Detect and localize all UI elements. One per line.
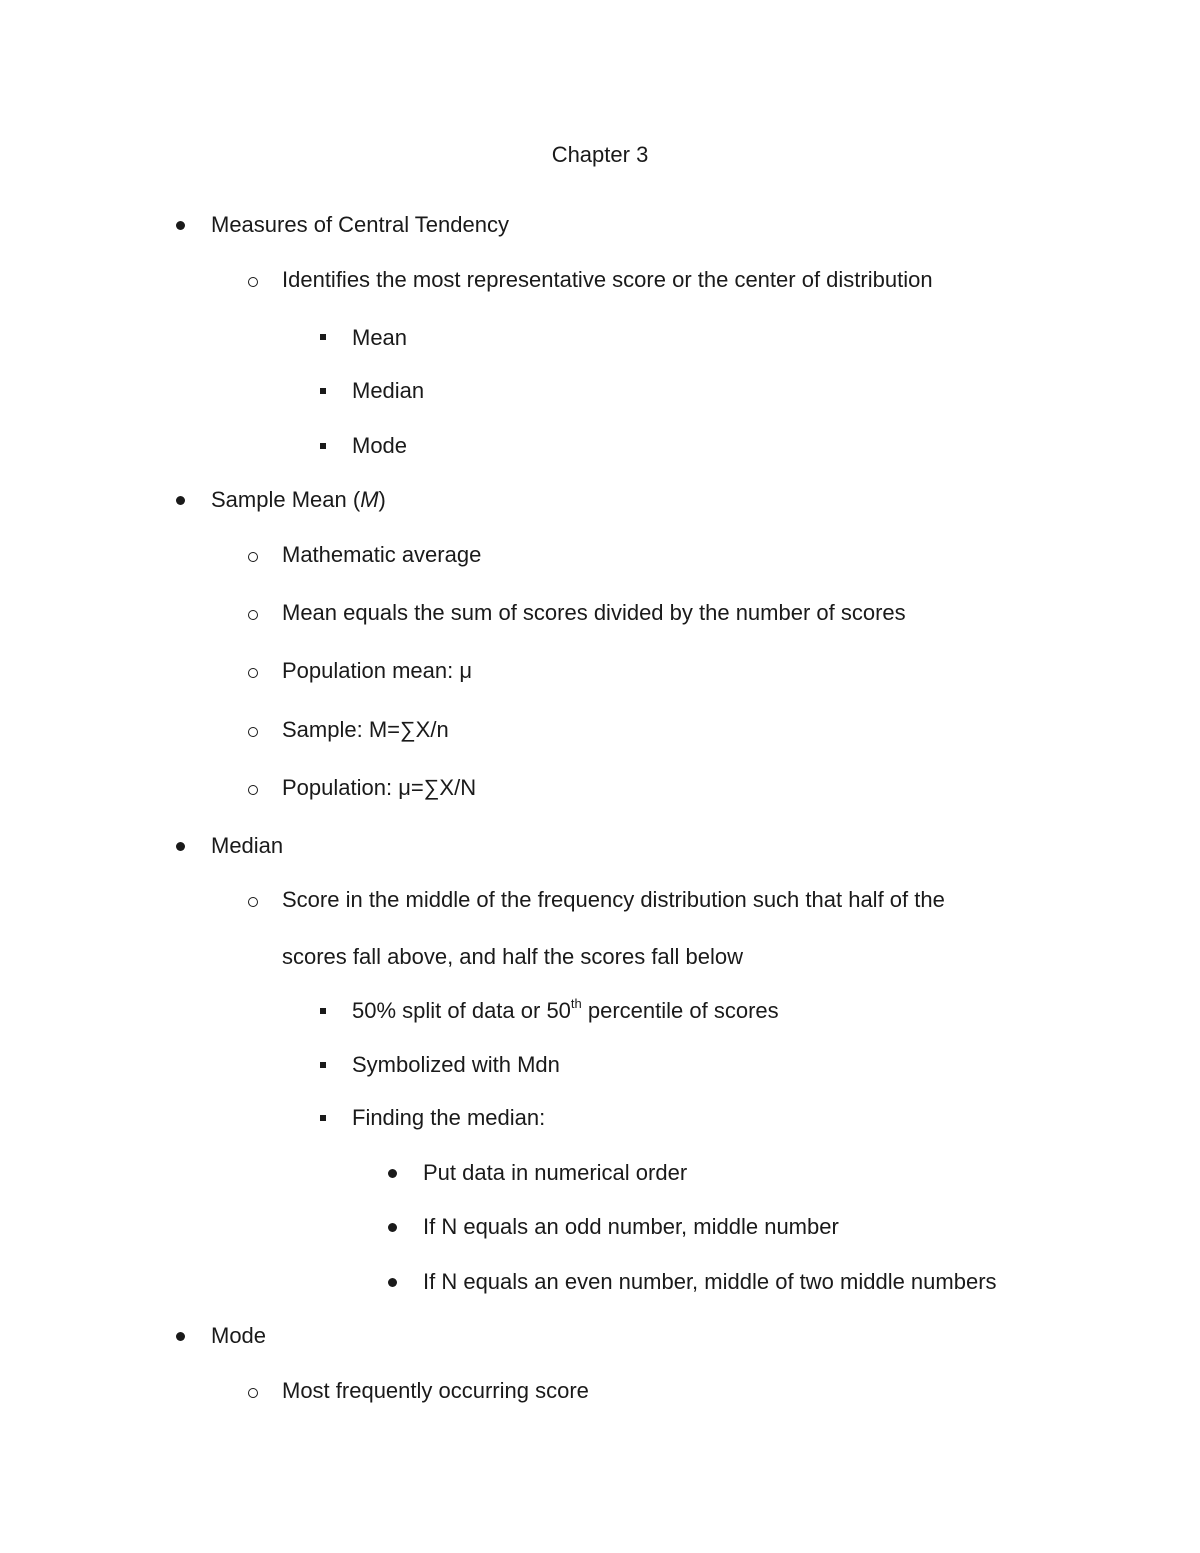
bullet-circle	[248, 727, 258, 737]
measure-item: Mean	[352, 325, 408, 350]
bullet-circle	[248, 897, 258, 907]
bullet-disc	[176, 842, 185, 851]
heading-sample-mean	[211, 486, 386, 514]
bullet-circle	[248, 610, 258, 620]
bullet-circle	[248, 277, 258, 287]
bullet-disc	[176, 1332, 185, 1341]
page-title: Chapter 3	[551, 142, 649, 167]
heading-sample-mean-prefix: Sample Mean (	[211, 487, 361, 512]
bullet-disc	[388, 1278, 397, 1287]
bullet-circle	[248, 785, 258, 795]
heading-sample-mean-suffix: )	[378, 487, 386, 512]
bullet-circle	[248, 1388, 258, 1398]
median-definition-line2: scores fall above, and half the scores fall below	[282, 944, 744, 969]
bullet-square	[320, 1008, 326, 1014]
median-split-sup: th	[570, 995, 582, 1011]
median-split	[352, 997, 779, 1025]
mode-definition: Most frequently occurring score	[282, 1378, 589, 1403]
bullet-square	[320, 1115, 326, 1121]
bullet-square	[320, 443, 326, 449]
bullet-square	[320, 1062, 326, 1068]
median-finding: Finding the median:	[352, 1105, 546, 1130]
median-step: If N equals an even number, middle of two middle numbers	[423, 1269, 997, 1294]
heading-median: Median	[211, 833, 284, 858]
median-symbol: Symbolized with Mdn	[352, 1052, 560, 1077]
bullet-disc	[388, 1169, 397, 1178]
median-split-prefix: 50% split of data or 50	[352, 998, 571, 1023]
heading-mode: Mode	[211, 1323, 267, 1348]
bullet-disc	[176, 496, 185, 505]
median-split-suffix: percentile of scores	[581, 998, 779, 1023]
bullet-disc	[388, 1223, 397, 1232]
measure-item: Mode	[352, 433, 408, 458]
bullet-circle	[248, 552, 258, 562]
sample-mean-point: Population mean: μ	[282, 658, 473, 683]
sample-mean-point: Mean equals the sum of scores divided by the number of scores	[282, 600, 906, 625]
central-tendency-definition: Identifies the most representative score or the center of distribution	[282, 267, 933, 292]
bullet-disc	[176, 221, 185, 230]
median-step: If N equals an odd number, middle number	[423, 1214, 839, 1239]
heading-central-tendency: Measures of Central Tendency	[211, 212, 509, 237]
sample-mean-point: Population: μ=∑X/N	[282, 775, 477, 800]
bullet-square	[320, 334, 326, 340]
median-definition-line1: Score in the middle of the frequency distribution such that half of the	[282, 887, 945, 912]
bullet-square	[320, 388, 326, 394]
sample-mean-point: Sample: M=∑X/n	[282, 717, 449, 742]
bullet-circle	[248, 668, 258, 678]
sample-mean-point: Mathematic average	[282, 542, 482, 567]
measure-item: Median	[352, 378, 425, 403]
median-step: Put data in numerical order	[423, 1160, 688, 1185]
heading-sample-mean-symbol: M	[360, 487, 379, 512]
